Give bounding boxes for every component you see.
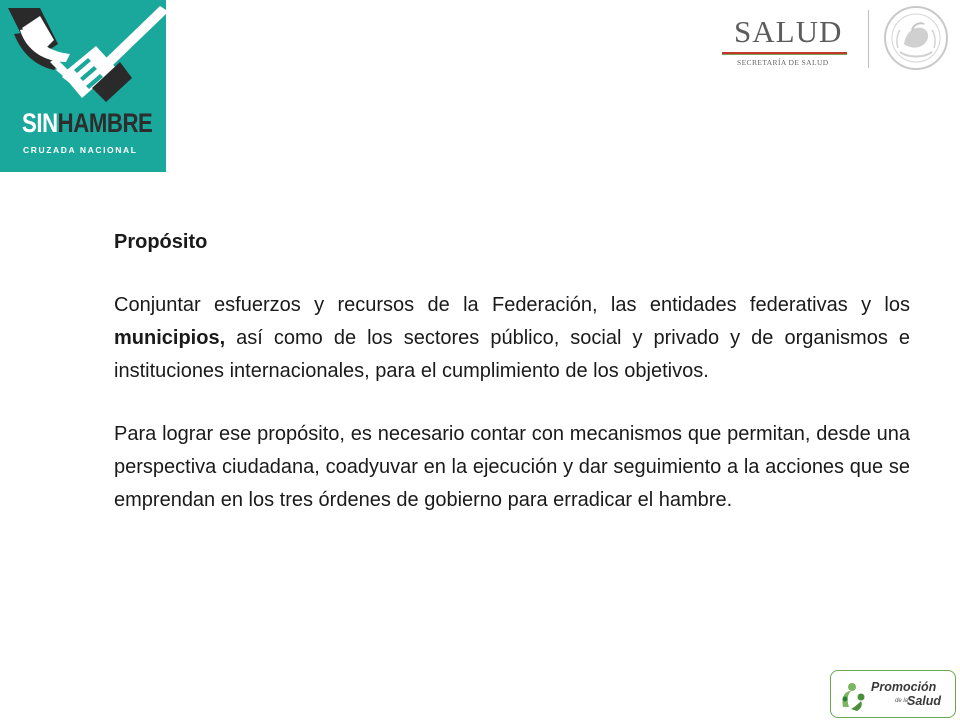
- main-content: [114, 226, 910, 547]
- promocion-word: Salud: [907, 694, 942, 708]
- promocion-salud-logo: [830, 670, 956, 718]
- header-divider: [868, 10, 869, 68]
- salud-brand: SALUD: [734, 14, 843, 49]
- salud-logo: [712, 12, 852, 72]
- paragraph-proposito: Conjuntar esfuerzos y recursos de la Federación, las entidades federativas y los municipios, así como de los sectores público, social y privado y de organismos e instituciones internacionales, para el cumplimiento de los objetivos.: [114, 294, 910, 382]
- promocion-title: Promoción: [871, 680, 937, 694]
- mexican-seal-icon: [876, 4, 956, 72]
- paragraph-mecanismos: Para lograr ese propósito, es necesario contar con mecanismos que permitan, desde una perspectiva ciudadana, coadyuvar en la ejecución y dar seguimiento a la acciones que se emprendan en los tres órdenes de gobierno para erradicar el hambre.: [114, 423, 910, 511]
- salud-subtitle: SECRETARÍA DE SALUD: [737, 58, 829, 67]
- salud-divider-green: [722, 54, 847, 55]
- sin-hambre-title: SINHAMBRE: [22, 108, 153, 138]
- sin-hambre-logo: [0, 0, 166, 172]
- hand-fork-icon: [0, 0, 166, 110]
- people-circle-icon: [837, 677, 871, 713]
- bold-municipios: municipios,: [114, 327, 226, 349]
- section-heading: Propósito: [114, 231, 208, 253]
- sin-hambre-subtitle: CRUZADA NACIONAL: [23, 145, 138, 155]
- promocion-connector: de la: [895, 698, 909, 704]
